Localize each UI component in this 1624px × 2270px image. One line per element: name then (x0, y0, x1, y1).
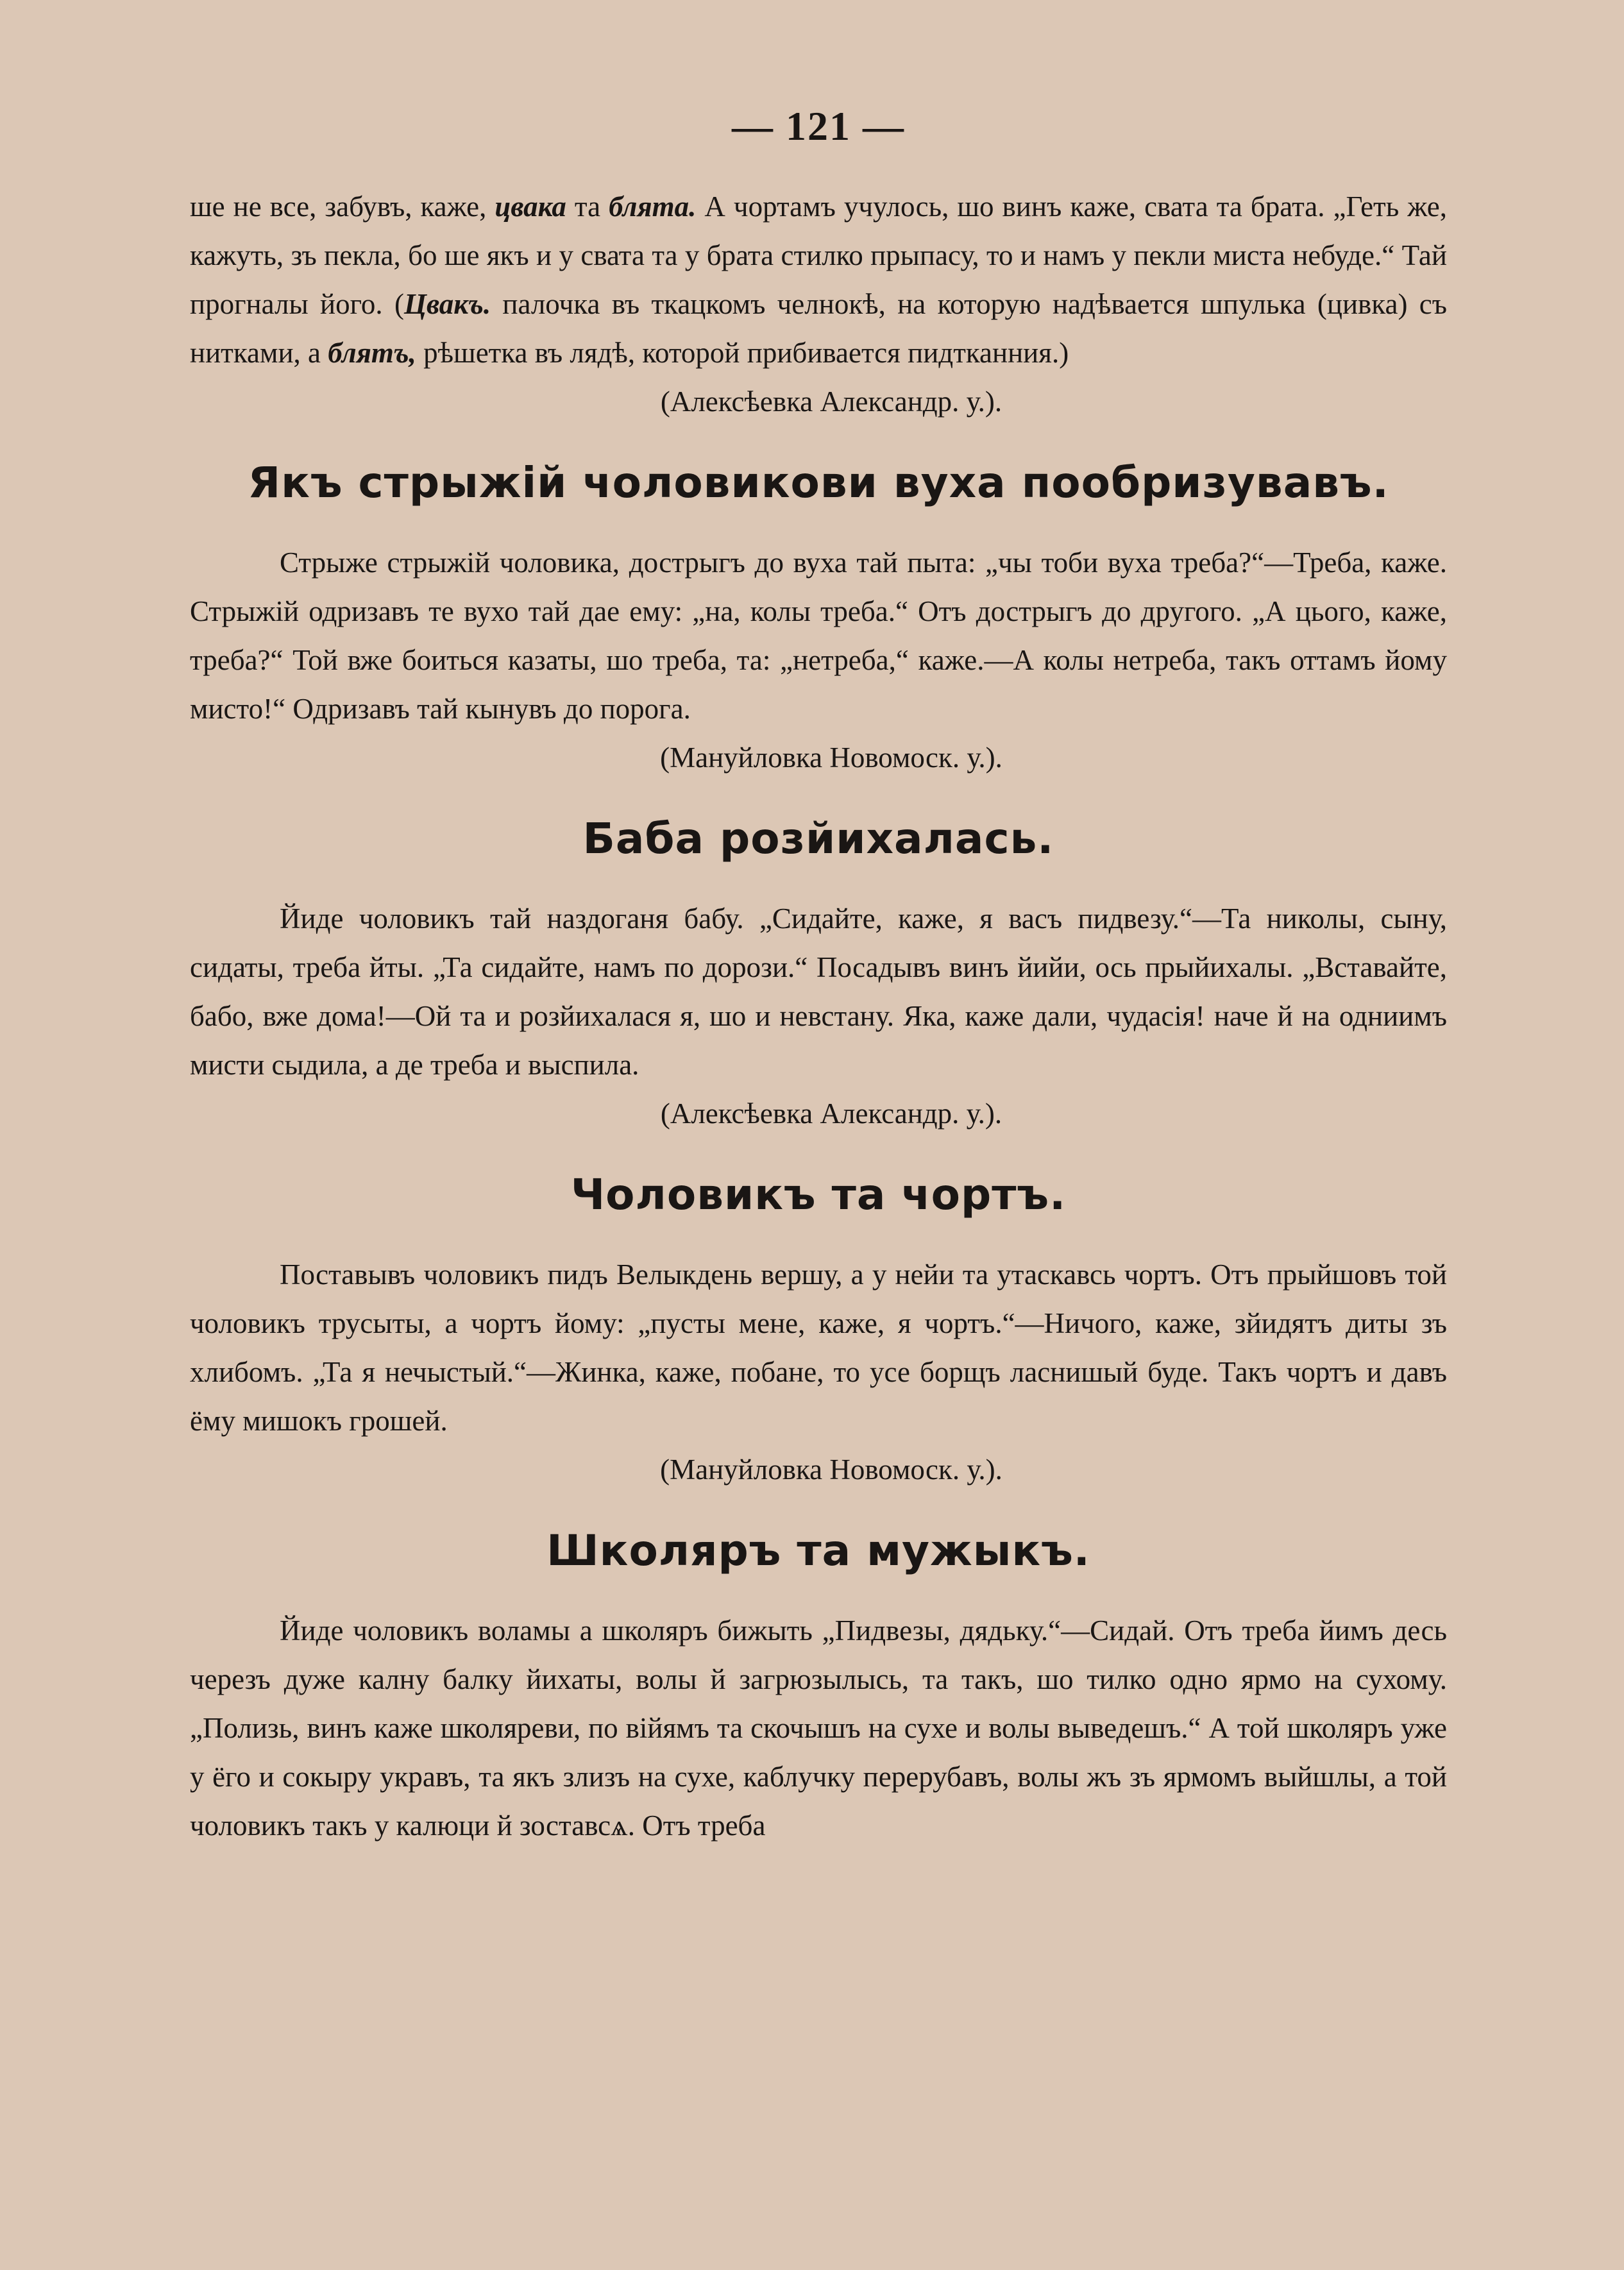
page-number: — 121 — (732, 103, 905, 149)
intro-term: цвака (495, 191, 566, 223)
story-source: (Мануйловка Новомоск. у.). (660, 741, 1002, 774)
story-text: Поставывъ чоловикъ пидъ Велыкдень вершу, а у нейи та утаскавсь чортъ. Отъ прыйшовъ той чоловикъ трусыты, а чортъ йому: „пусты мене, каже, я чортъ.“—Ничого, каже, зйидятъ диты зъ хлибомъ. „Та я нечыстый.“—Жинка, каже, побане, то усе борщъ ласнишый буде. Такъ чортъ и давъ ёму мишокъ грошей. (190, 1258, 1447, 1437)
story-title: Школяръ та мужыкъ. (546, 1526, 1090, 1575)
intro-text: А чортамъ учулось, шо винъ каже, свата та брата. „Геть же, кажуть, зъ пекла, бо ше якъ и у свата та у брата стилко прыпасу, то и намъ у пекли миста небуде.“ Тай прогналы його. ( (190, 191, 1447, 320)
intro-term: блята. (609, 191, 697, 223)
intro-text: та (566, 191, 609, 223)
story-text: Стрыже стрыжій чоловика, дострыгъ до вуха тай пыта: „чы тоби вуха треба?“—Треба, каже. Стрыжій одризавъ те вухо тай дае ему: „на, колы треба.“ Отъ дострыгъ до другого. „А цього, каже, треба?“ Той вже боиться казаты, шо треба, та: „нетреба,“ каже.—А колы нетреба, такъ оттамъ йому мисто!“ Одризавъ тай кынувъ до порога. (190, 546, 1447, 725)
intro-term: Цвакъ. (404, 288, 491, 320)
intro-paragraph (190, 182, 1447, 377)
story-source: (Мануйловка Новомоск. у.). (660, 1453, 1002, 1486)
story-source: (Алексѣевка Александр. у.). (660, 1097, 1002, 1130)
intro-source: (Алексѣевка Александр. у.). (660, 385, 1002, 418)
story-title: Якъ стрыжій чоловикови вуха пообризувавъ. (248, 458, 1389, 507)
intro-term: блятъ, (328, 337, 416, 369)
story-text: Йиде чоловикъ воламы а школяръ бижыть „Пидвезы, дядьку.“—Сидай. Отъ треба йимъ десь черезъ дуже калну балку йихаты, волы й загрюзылысь, та такъ, шо тилко одно ярмо на сухому. „Полизь, винъ каже школяреви, по війямъ та скочышъ на сухе и волы выведешъ.“ А той школяръ уже у ёго и сокыру укравъ, та якъ злизъ на сухе, каблучку перерубавъ, волы жъ зъ ярмомъ выйшлы, а той чоловикъ такъ у калюци й зоставсѧ. Отъ треба (190, 1614, 1447, 1842)
intro-text: рѣшетка въ лядѣ, которой прибивается пидтканния.) (416, 337, 1069, 369)
intro-text: палочка въ ткацкомъ челнокѣ, на которую надѣвается шпулька (цивка) съ нитками, а (190, 288, 1447, 369)
book-page (190, 103, 1447, 1850)
story-text: Йиде чоловикъ тай наздоганя бабу. „Сидайте, каже, я васъ пидвезу.“—Та николы, сыну, сидаты, треба йты. „Та сидайте, намъ по дорози.“ Посадывъ винъ йийи, ось прыйихалы. „Вставайте, бабо, вже дома!—Ой та и розйихалася я, шо и невстану. Яка, каже дали, чудасія! наче й на одниимъ мисти сыдила, а де треба и выспила. (190, 902, 1447, 1081)
story-title: Чоловикъ та чортъ. (570, 1170, 1067, 1219)
story-title: Баба розйихалась. (582, 814, 1054, 863)
intro-text: ше не все, забувъ, каже, (190, 191, 495, 223)
